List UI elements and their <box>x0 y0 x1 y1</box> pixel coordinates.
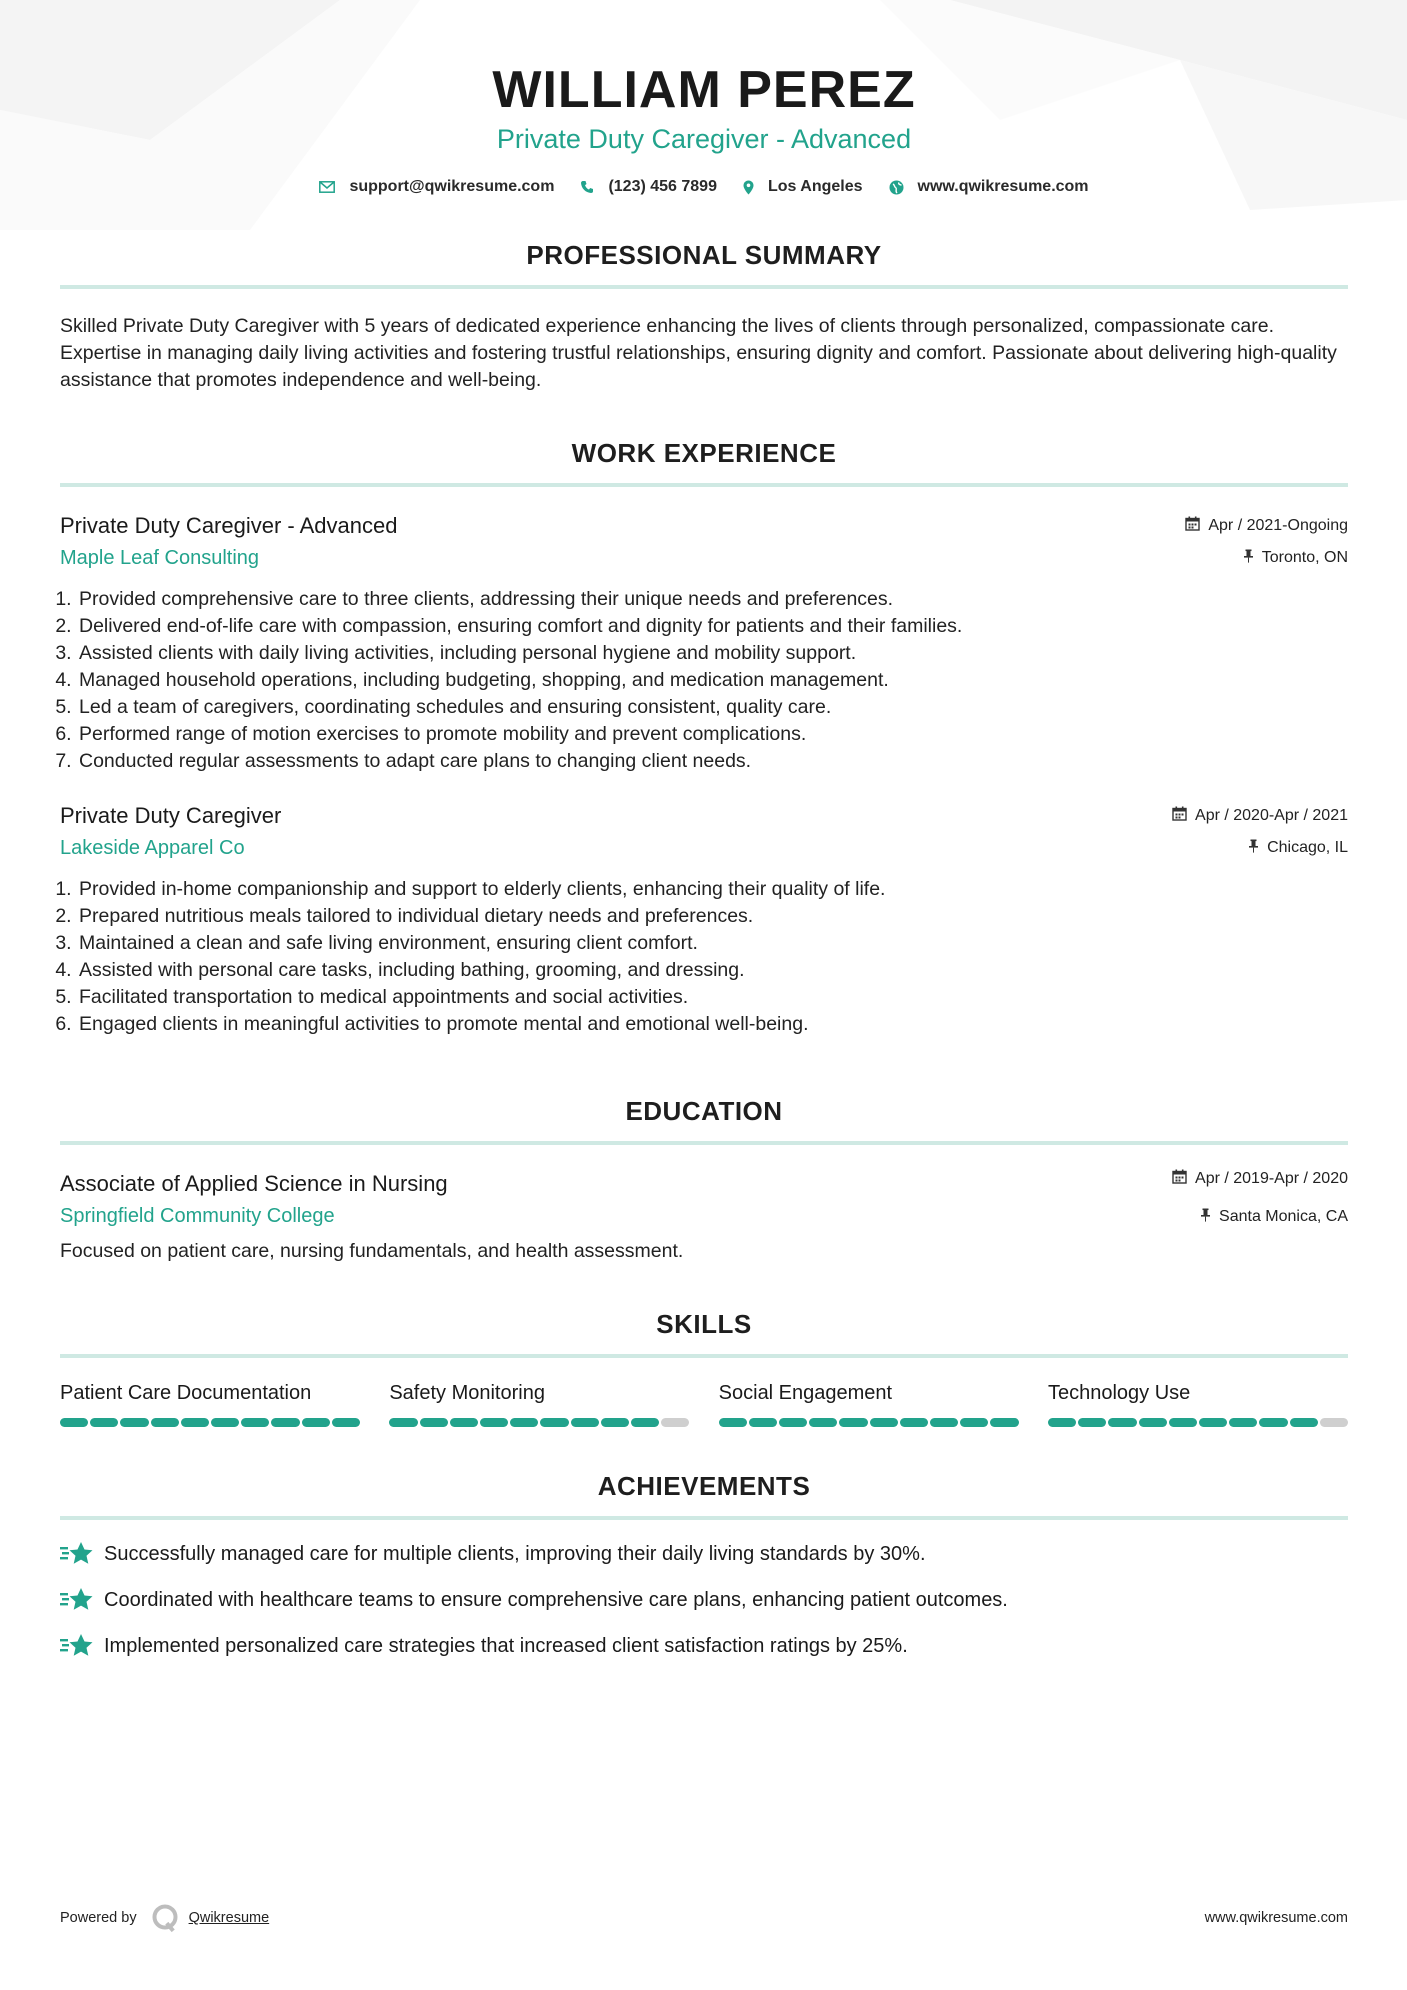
skills-section <box>60 1309 1348 1427</box>
skill-level-bar <box>719 1418 1019 1427</box>
skill-item <box>719 1380 1019 1427</box>
contact-phone-text: (123) 456 7899 <box>608 178 717 195</box>
job-dates: Apr / 2020-Apr / 2021 <box>1195 807 1348 824</box>
skill-segment-filled <box>389 1418 417 1427</box>
skill-segment-filled <box>60 1418 88 1427</box>
job-dates: Apr / 2021-Ongoing <box>1208 517 1348 534</box>
skill-item <box>60 1380 360 1427</box>
skill-segment-filled <box>420 1418 448 1427</box>
skill-segment-filled <box>1259 1418 1287 1427</box>
list-item: 5. Led a team of caregivers, coordinating schedules and ensuring consistent, quality care. <box>77 694 1348 721</box>
list-item: 2. Delivered end-of-life care with compassion, ensuring comfort and dignity for patients and their families. <box>77 613 1348 640</box>
skill-segment-empty <box>661 1418 689 1427</box>
contact-website[interactable] <box>889 178 1089 196</box>
job-bullets <box>60 876 1348 1038</box>
skill-segment-filled <box>960 1418 988 1427</box>
job-location: Toronto, ON <box>1261 549 1348 566</box>
skill-segment-filled <box>930 1418 958 1427</box>
degree-title: Associate of Applied Science in Nursing <box>60 1171 448 1196</box>
education-location: Santa Monica, CA <box>1219 1208 1348 1225</box>
job-entry <box>60 511 1348 775</box>
contact-bar <box>60 178 1348 196</box>
section-divider <box>60 483 1348 487</box>
achievements-list <box>60 1540 1348 1660</box>
skill-segment-filled <box>480 1418 508 1427</box>
education-dates: Apr / 2019-Apr / 2020 <box>1195 1170 1348 1187</box>
phone-icon <box>580 180 594 194</box>
qwikresume-logo-icon <box>151 1903 181 1933</box>
list-item: 6. Performed range of motion exercises to promote mobility and prevent complications. <box>77 721 1348 748</box>
skill-segment-filled <box>151 1418 179 1427</box>
achievements-section <box>60 1471 1348 1660</box>
skill-segment-filled <box>990 1418 1018 1427</box>
skill-segment-filled <box>241 1418 269 1427</box>
skill-level-bar <box>60 1418 360 1427</box>
job-company: Maple Leaf Consulting <box>60 547 260 569</box>
section-divider <box>60 1354 1348 1358</box>
list-item: 7. Conducted regular assessments to adapt care plans to changing client needs. <box>77 748 1348 775</box>
education-section <box>60 1096 1348 1265</box>
pushpin-icon <box>1248 838 1259 858</box>
skill-segment-filled <box>839 1418 867 1427</box>
skill-item <box>1048 1380 1348 1427</box>
contact-website-text: www.qwikresume.com <box>917 178 1089 195</box>
experience-section <box>60 438 1348 1038</box>
achievements-heading: ACHIEVEMENTS <box>597 1471 811 1501</box>
skill-segment-filled <box>181 1418 209 1427</box>
job-entry <box>60 801 1348 1038</box>
skill-segment-filled <box>809 1418 837 1427</box>
resume-page <box>60 0 1348 1678</box>
skill-segment-filled <box>211 1418 239 1427</box>
job-title: Private Duty Caregiver <box>60 803 282 828</box>
achievement-item <box>60 1540 1348 1568</box>
skill-segment-filled <box>900 1418 928 1427</box>
education-heading: EDUCATION <box>625 1096 783 1126</box>
list-item: 1. Provided comprehensive care to three clients, addressing their unique needs and preferences. <box>77 586 1348 613</box>
star-icon <box>60 1540 94 1568</box>
footer-website[interactable]: www.qwikresume.com <box>1204 1910 1348 1926</box>
candidate-name: WILLIAM PEREZ <box>492 61 916 119</box>
skill-name: Technology Use <box>1047 1382 1191 1404</box>
skill-segment-filled <box>631 1418 659 1427</box>
skill-segment-filled <box>1199 1418 1227 1427</box>
list-item: 3. Assisted clients with daily living activities, including personal hygiene and mobility support. <box>77 640 1348 667</box>
skill-name: Social Engagement <box>718 1382 893 1404</box>
skill-segment-filled <box>870 1418 898 1427</box>
skill-segment-filled <box>271 1418 299 1427</box>
education-entry <box>60 1169 1348 1265</box>
education-description: Focused on patient care, nursing fundamentals, and health assessment. <box>60 1240 684 1262</box>
skill-name: Safety Monitoring <box>389 1382 545 1404</box>
contact-email-text: support@qwikresume.com <box>349 178 555 195</box>
list-item: 4. Assisted with personal care tasks, including bathing, grooming, and dressing. <box>77 957 1348 984</box>
achievement-text: Coordinated with healthcare teams to ensure comprehensive care plans, enhancing patient outcomes. <box>104 1589 1008 1611</box>
contact-location-text: Los Angeles <box>767 178 863 195</box>
achievement-item <box>60 1632 1348 1660</box>
calendar-icon <box>1172 806 1187 826</box>
skill-segment-empty <box>1320 1418 1348 1427</box>
skill-segment-filled <box>601 1418 629 1427</box>
summary-section <box>60 240 1348 394</box>
summary-heading: PROFESSIONAL SUMMARY <box>526 240 882 270</box>
page-footer <box>60 1903 1348 1933</box>
list-item: 6. Engaged clients in meaningful activities to promote mental and emotional well-being. <box>77 1011 1348 1038</box>
globe-icon <box>889 180 904 195</box>
list-item: 4. Managed household operations, including budgeting, shopping, and medication management. <box>77 667 1348 694</box>
skill-segment-filled <box>450 1418 478 1427</box>
star-icon <box>60 1632 94 1660</box>
experience-heading: WORK EXPERIENCE <box>571 438 837 468</box>
list-item: 3. Maintained a clean and safe living environment, ensuring client comfort. <box>77 930 1348 957</box>
powered-by-label: Powered by <box>60 1910 137 1926</box>
achievement-item <box>60 1586 1348 1614</box>
skill-level-bar <box>389 1418 689 1427</box>
skill-segment-filled <box>719 1418 747 1427</box>
section-divider <box>60 1141 1348 1145</box>
skill-segment-filled <box>1048 1418 1076 1427</box>
skill-segment-filled <box>1290 1418 1318 1427</box>
contact-email[interactable] <box>319 178 554 196</box>
job-company: Lakeside Apparel Co <box>60 837 245 859</box>
school-name: Springfield Community College <box>60 1205 335 1227</box>
skill-segment-filled <box>1229 1418 1257 1427</box>
skill-segment-filled <box>1108 1418 1136 1427</box>
skills-heading: SKILLS <box>656 1309 752 1339</box>
envelope-icon <box>319 181 335 193</box>
skill-segment-filled <box>302 1418 330 1427</box>
job-bullets <box>60 586 1348 775</box>
skill-segment-filled <box>571 1418 599 1427</box>
calendar-icon <box>1172 1169 1187 1189</box>
skills-row <box>60 1380 1348 1427</box>
skill-segment-filled <box>779 1418 807 1427</box>
skill-segment-filled <box>1169 1418 1197 1427</box>
contact-phone[interactable] <box>580 178 717 196</box>
skill-segment-filled <box>332 1418 360 1427</box>
job-location: Chicago, IL <box>1267 839 1348 856</box>
skill-segment-filled <box>120 1418 148 1427</box>
pushpin-icon <box>1243 548 1254 568</box>
skill-name: Patient Care Documentation <box>60 1382 312 1404</box>
skill-level-bar <box>1048 1418 1348 1427</box>
map-pin-icon <box>743 180 754 195</box>
skill-segment-filled <box>749 1418 777 1427</box>
skill-segment-filled <box>510 1418 538 1427</box>
skill-segment-filled <box>1078 1418 1106 1427</box>
skill-segment-filled <box>90 1418 118 1427</box>
summary-text: Skilled Private Duty Caregiver with 5 years of dedicated experience enhancing the lives of clients through personalized, compassionate care. Expertise in managing daily living activities and fostering trustful relationships, ensuring dignity and comfort. Passionate about delivering high-quality assistance that promotes independence and well-being. <box>60 315 1337 391</box>
contact-location <box>743 178 863 196</box>
job-title: Private Duty Caregiver - Advanced <box>60 513 398 538</box>
skill-item <box>389 1380 689 1427</box>
list-item: 2. Prepared nutritious meals tailored to individual dietary needs and preferences. <box>77 903 1348 930</box>
list-item: 5. Facilitated transportation to medical appointments and social activities. <box>77 984 1348 1011</box>
qwikresume-link[interactable]: Qwikresume <box>188 1910 270 1926</box>
skill-segment-filled <box>1139 1418 1167 1427</box>
list-item: 1. Provided in-home companionship and support to elderly clients, enhancing their quality of life. <box>77 876 1348 903</box>
achievement-text: Implemented personalized care strategies that increased client satisfaction ratings by 25%. <box>104 1635 908 1657</box>
star-icon <box>60 1586 94 1614</box>
achievement-text: Successfully managed care for multiple clients, improving their daily living standards by 30%. <box>104 1543 926 1565</box>
pushpin-icon <box>1200 1207 1211 1227</box>
candidate-title: Private Duty Caregiver - Advanced <box>496 124 912 154</box>
calendar-icon <box>1185 516 1200 536</box>
section-divider <box>60 1516 1348 1520</box>
section-divider <box>60 285 1348 289</box>
skill-segment-filled <box>540 1418 568 1427</box>
